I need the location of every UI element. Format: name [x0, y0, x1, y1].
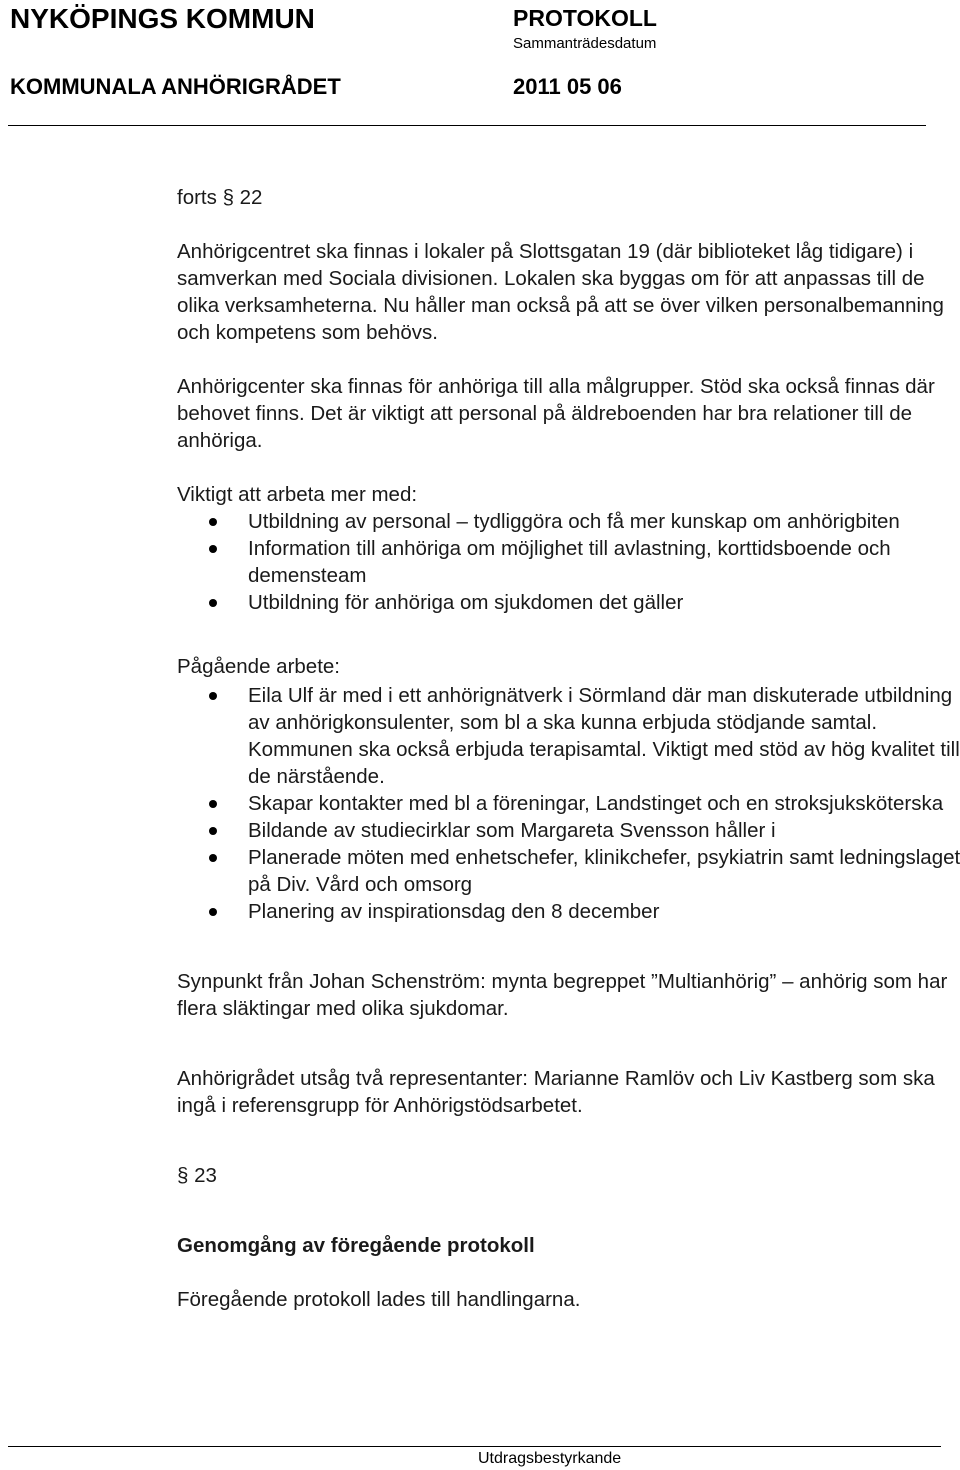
footer-label: Utdragsbestyrkande [478, 1450, 622, 1467]
list-item: Planerade möten med enhetschefer, klinikchefer, psykiatrin samt ledningslaget på Div. Vård och omsorg [177, 844, 960, 898]
section-number: § 23 [177, 1164, 217, 1187]
list-item: Eila Ulf är med i ett anhörignätverk i Sörmland där man diskuterade utbildning av anhörigkonsulenter, som bl a ska kunna erbjuda stödjande samtal. Kommunen ska också erbjuda terapisamtal. Viktigt med stöd av hög kvalitet till de närstående. [177, 682, 960, 790]
list-item: Utbildning av personal – tydliggöra och få mer kunskap om anhörigbiten [177, 508, 960, 535]
list-item: Information till anhöriga om möjlighet till avlastning, korttidsboende och demensteam [177, 535, 960, 589]
bullet-icon [209, 518, 217, 526]
list-item: Utbildning för anhöriga om sjukdomen det gäller [177, 589, 960, 616]
paragraph: Anhörigrådet utsåg två representanter: Marianne Ramlöv och Liv Kastberg som ska ingå i referensgrupp för Anhörigstödsarbetet. [177, 1067, 935, 1117]
document-type: PROTOKOLL [513, 5, 657, 31]
ongoing-list [177, 682, 960, 925]
paragraph: Föregående protokoll lades till handlingarna. [177, 1288, 581, 1311]
list-item: Bildande av studiecirklar som Margareta Svensson håller i [177, 817, 960, 844]
list-item: Planering av inspirationsdag den 8 december [177, 898, 960, 925]
footer-divider [8, 1446, 941, 1447]
organization-name: NYKÖPINGS KOMMUN [10, 3, 315, 34]
bullet-icon [209, 854, 217, 862]
paragraph: Anhörigcenter ska finnas för anhöriga till alla målgrupper. Stöd ska också finnas där behovet finns. Det är viktigt att personal på äldreboenden har bra relationer till de anhöriga. [177, 375, 935, 452]
ongoing-heading: Pågående arbete: [177, 655, 340, 678]
bullet-icon [209, 908, 217, 916]
paragraph: Synpunkt från Johan Schenström: mynta begreppet ”Multianhörig” – anhörig som har flera släktingar med olika sjukdomar. [177, 970, 948, 1020]
section-heading: forts § 22 [177, 186, 263, 209]
bullet-icon [209, 599, 217, 607]
bullet-icon [209, 827, 217, 835]
bullet-icon [209, 545, 217, 553]
header-divider [8, 125, 926, 126]
meeting-date-label: Sammanträdesdatum [513, 35, 657, 52]
document-body [177, 184, 960, 1313]
list-item: Skapar kontakter med bl a föreningar, Landstinget och en stroksjuksköterska [177, 790, 960, 817]
paragraph: Anhörigcentret ska finnas i lokaler på Slottsgatan 19 (där biblioteket låg tidigare) i samverkan med Sociala divisionen. Lokalen ska byggas om för att anpassas till de olika verksamheterna. Nu håller man också på att se över vilken personalbemanning och kompetens som behövs. [177, 240, 944, 344]
meeting-date: 2011 05 06 [513, 74, 622, 99]
bullet-icon [209, 692, 217, 700]
council-name: KOMMUNALA ANHÖRIGRÅDET [10, 74, 341, 99]
bullet-icon [209, 800, 217, 808]
important-list [177, 508, 960, 616]
section-title: Genomgång av föregående protokoll [177, 1234, 535, 1257]
important-heading: Viktigt att arbeta mer med: [177, 483, 418, 506]
